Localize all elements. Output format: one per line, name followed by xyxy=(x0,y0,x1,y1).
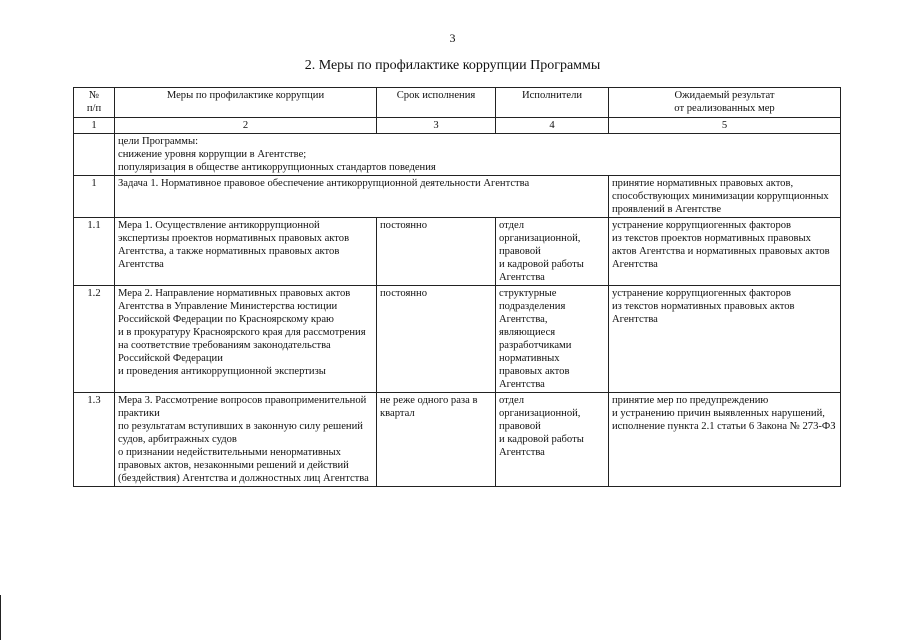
program-goals: цели Программы: снижение уровня коррупции в Агентстве; популяризация в обществе антикоррупционных стандартов поведения xyxy=(115,134,841,176)
row-num: 1.1 xyxy=(74,218,115,286)
header-num: № п/п xyxy=(74,88,115,118)
column-number: 5 xyxy=(609,118,841,134)
row-deadline: постоянно xyxy=(377,286,496,393)
row-deadline: постоянно xyxy=(377,218,496,286)
row-num: 1.2 xyxy=(74,286,115,393)
row-measure: Мера 1. Осуществление антикоррупционной экспертизы проектов нормативных правовых актов Агентства, а также нормативных правовых актов Агентства xyxy=(115,218,377,286)
goals-row xyxy=(74,134,841,176)
document-title: 2. Меры по профилактике коррупции Программы xyxy=(304,58,601,73)
column-number: 2 xyxy=(115,118,377,134)
row-executor: структурные подразделения Агентства, являющиеся разработчиками нормативных правовых актов Агентства xyxy=(496,286,609,393)
header-deadline: Срок исполнения xyxy=(377,88,496,118)
row-measure: Мера 2. Направление нормативных правовых актов Агентства в Управление Министерства юстиции Российской Федерации по Красноярскому краю и в прокуратуру Красноярского края для рассмотрения на соответствие требованиям законодательства Российской Федерации и проведения антикоррупционной экспертизы xyxy=(115,286,377,393)
row-result: устранение коррупциогенных факторов из текстов нормативных правовых актов Агентства xyxy=(609,286,841,393)
row-result: принятие мер по предупреждению и устранению причин выявленных нарушений, исполнение пункта 2.1 статьи 6 Закона № 273-ФЗ xyxy=(609,393,841,487)
column-number: 3 xyxy=(377,118,496,134)
row-executor: отдел организационной, правовой и кадровой работы Агентства xyxy=(496,393,609,487)
task-num: 1 xyxy=(74,176,115,218)
goals-num-cell xyxy=(74,134,115,176)
header-executor: Исполнители xyxy=(496,88,609,118)
task-text: Задача 1. Нормативное правовое обеспечение антикоррупционной деятельности Агентства xyxy=(115,176,609,218)
column-number: 4 xyxy=(496,118,609,134)
header-measure: Меры по профилактике коррупции xyxy=(115,88,377,118)
task-row xyxy=(74,176,841,218)
header-row xyxy=(74,88,841,118)
row-num: 1.3 xyxy=(74,393,115,487)
header-result: Ожидаемый результат от реализованных мер xyxy=(609,88,841,118)
table-row xyxy=(74,393,841,487)
table-row xyxy=(74,218,841,286)
table-row xyxy=(74,286,841,393)
row-deadline: не реже одного раза в квартал xyxy=(377,393,496,487)
scan-edge-line xyxy=(0,595,1,640)
measures-table xyxy=(73,87,841,487)
column-number-row xyxy=(74,118,841,134)
row-result: устранение коррупциогенных факторов из текстов проектов нормативных правовых актов Агентства и нормативных правовых актов Агентства xyxy=(609,218,841,286)
task-result: принятие нормативных правовых актов, способствующих минимизации коррупционных проявлений в Агентстве xyxy=(609,176,841,218)
row-measure: Мера 3. Рассмотрение вопросов правоприменительной практики по результатам вступивших в законную силу решений судов, арбитражных судов о признании недействительными ненормативных правовых актов, незаконными решений и действий (бездействия) Агентства и должностных лиц Агентства xyxy=(115,393,377,487)
row-executor: отдел организационной, правовой и кадровой работы Агентства xyxy=(496,218,609,286)
page-number: 3 xyxy=(449,31,456,45)
column-number: 1 xyxy=(74,118,115,134)
